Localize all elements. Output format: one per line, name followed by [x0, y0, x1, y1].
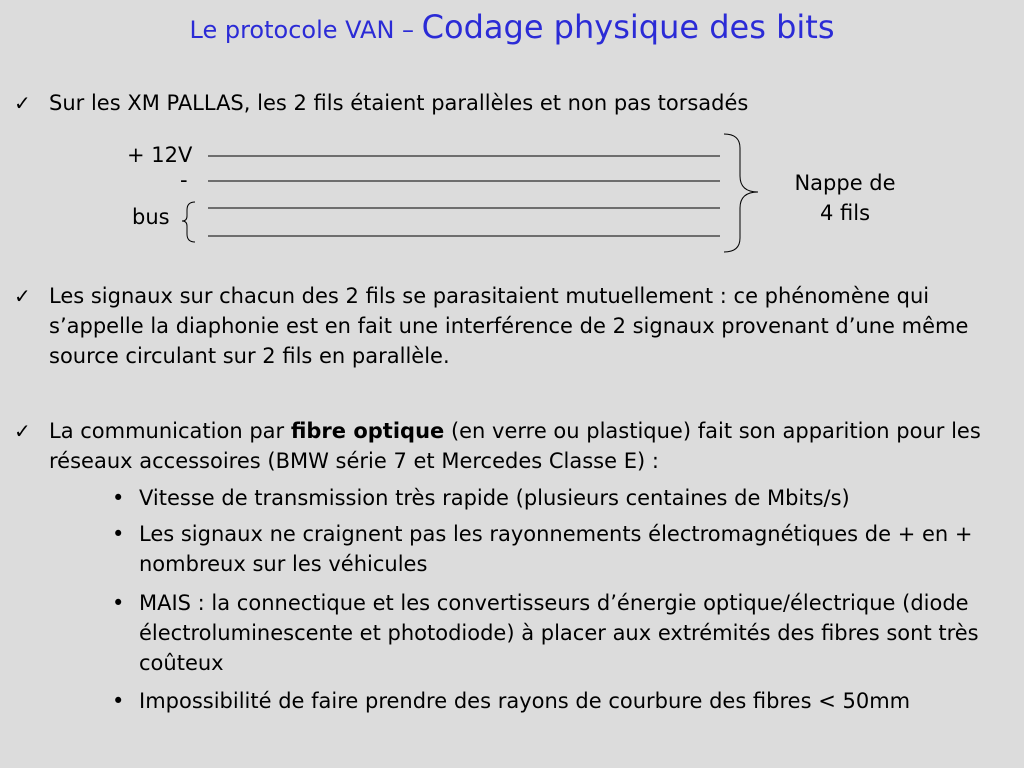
- bullet-text: La communication par fibre optique (en verre ou plastique) fait son apparition pour les réseaux accessoires (BMW série 7 et Mercedes Classe E) :: [49, 419, 981, 473]
- sub-item: • Les signaux ne craignent pas les rayonnements électromagnétiques de + en + nombreux sur les véhicules: [112, 519, 1017, 579]
- group-brace-icon: [724, 134, 758, 252]
- checkmark-icon: ✓: [14, 284, 31, 308]
- bullet-text: Sur les XM PALLAS, les 2 fils étaient parallèles et non pas torsadés: [49, 91, 749, 115]
- sub-item: • MAIS : la connectique et les convertisseurs d’énergie optique/électrique (diode électroluminescente et photodiode) à placer aux extrémités des fibres sont très coûteux: [112, 588, 1017, 678]
- title-main: Codage physique des bits: [421, 8, 835, 46]
- nappe-line2: 4 fils: [819, 201, 871, 225]
- sub-item: • Vitesse de transmission très rapide (plusieurs centaines de Mbits/s): [112, 483, 1017, 513]
- checkmark-icon: ✓: [14, 91, 31, 115]
- bullet-diaphonie: [14, 281, 1004, 371]
- bullet-text: Les signaux sur chacun des 2 fils se parasitaient mutuellement : ce phénomène qui s’appelle la diaphonie est en fait une interférence de 2 signaux provenant d’une même source circulant sur 2 fils en parallèle.: [49, 284, 969, 368]
- bullet-dot-icon: •: [112, 689, 125, 713]
- title-prefix: Le protocole VAN –: [189, 16, 422, 44]
- sub-item: • Impossibilité de faire prendre des rayons de courbure des fibres < 50mm: [112, 686, 1017, 716]
- bullet-dot-icon: •: [112, 486, 125, 510]
- bold-fibre-optique: fibre optique: [290, 419, 445, 443]
- bullet-dot-icon: •: [112, 522, 125, 546]
- label-12v: + 12V: [127, 143, 193, 167]
- label-bus: bus: [132, 205, 170, 229]
- checkmark-icon: ✓: [14, 419, 31, 443]
- label-ground: -: [180, 168, 188, 192]
- nappe-line1: Nappe de: [794, 171, 896, 195]
- bullet-fibre-optique: [14, 416, 1004, 476]
- label-nappe: [770, 168, 920, 228]
- bus-brace-icon: [182, 202, 195, 242]
- bullet-dot-icon: •: [112, 591, 125, 615]
